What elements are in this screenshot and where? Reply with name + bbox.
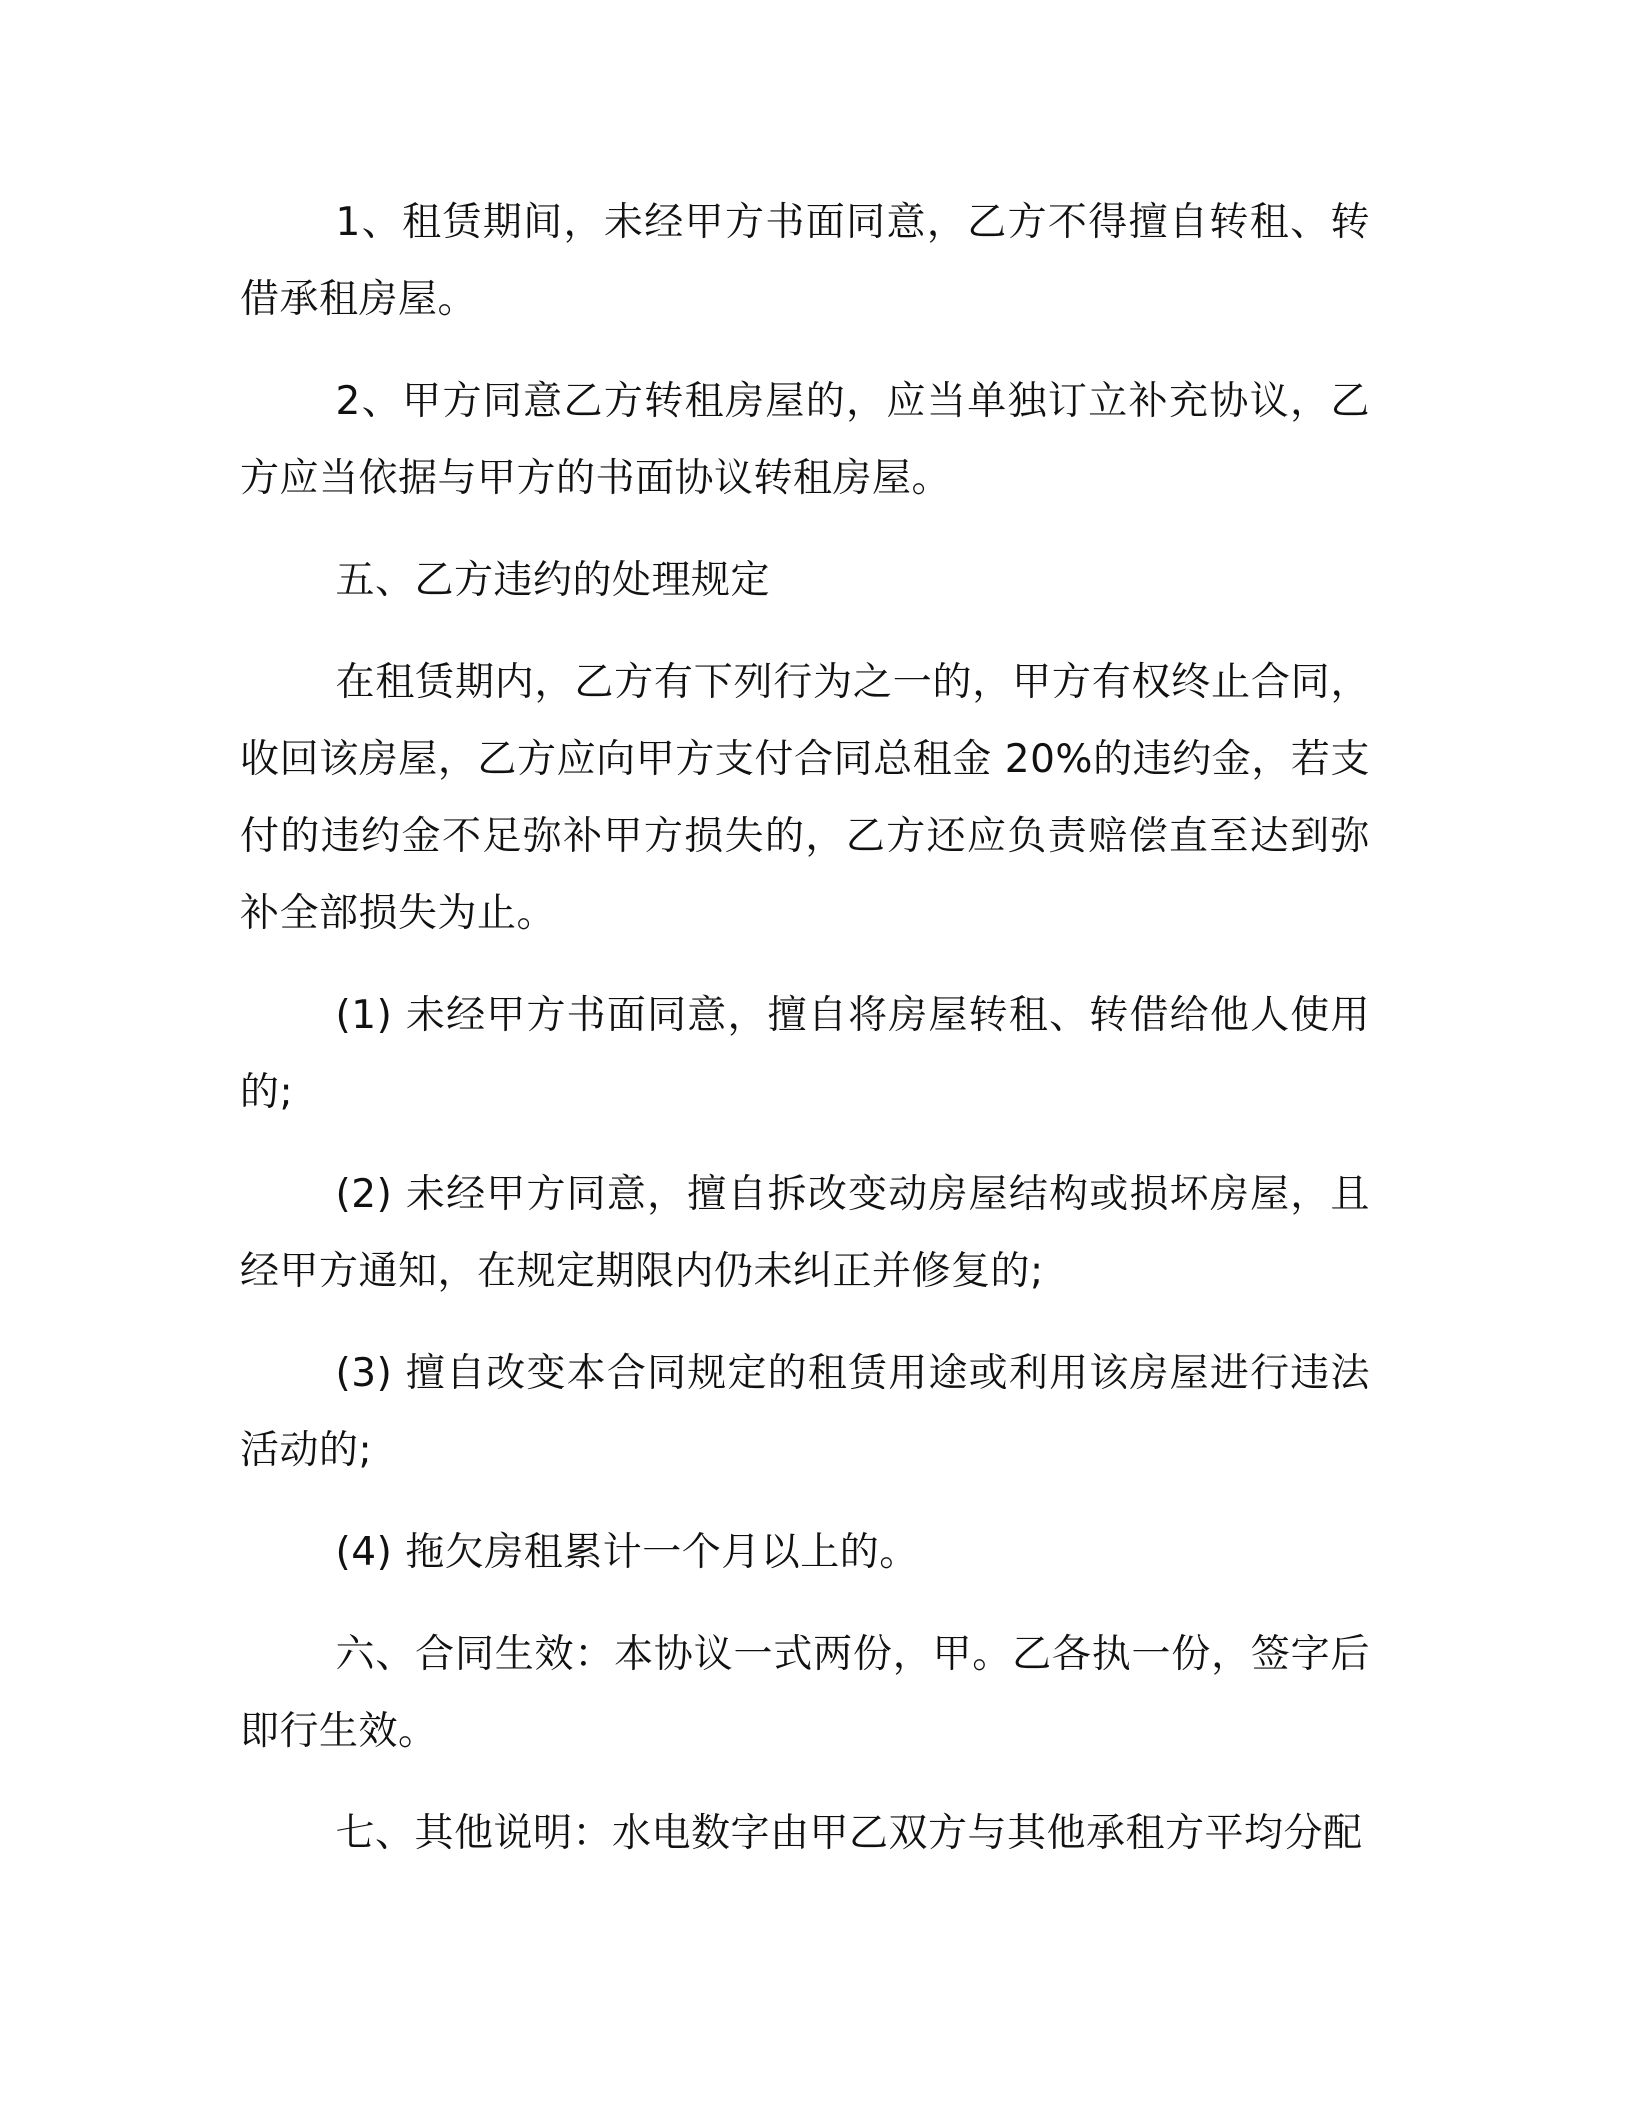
section-contract-effect: 六、合同生效：本协议一式两份，甲。乙各执一份，签字后即行生效。 [240, 1632, 1370, 1754]
list-item-breach-3: (3) 擅自改变本合同规定的租赁用途或利用该房屋进行违法活动的; [240, 1351, 1370, 1473]
section-other-notes: 七、其他说明：水电数字由甲乙双方与其他承租方平均分配 [335, 1811, 1363, 1856]
document-body [240, 184, 1370, 1872]
section-heading-breach: 五、乙方违约的处理规定 [335, 558, 771, 603]
list-item-breach-2: (2) 未经甲方同意，擅自拆改变动房屋结构或损坏房屋，且经甲方通知，在规定期限内仍未纠正并修复的; [240, 1172, 1370, 1294]
paragraph-breach-terms: 在租赁期内，乙方有下列行为之一的，甲方有权终止合同，收回该房屋，乙方应向甲方支付合同总租金 20%的违约金，若支付的违约金不足弥补甲方损失的，乙方还应负责赔偿直至达到弥补全部损失为止。 [240, 660, 1370, 936]
paragraph-sublease-agreement: 2、甲方同意乙方转租房屋的，应当单独订立补充协议，乙方应当依据与甲方的书面协议转租房屋。 [240, 379, 1370, 501]
list-item-breach-4: (4) 拖欠房租累计一个月以上的。 [335, 1530, 919, 1575]
list-item-breach-1: (1) 未经甲方书面同意，擅自将房屋转租、转借给他人使用的; [240, 993, 1370, 1115]
paragraph-sublease-consent: 1、租赁期间，未经甲方书面同意，乙方不得擅自转租、转借承租房屋。 [240, 200, 1370, 322]
